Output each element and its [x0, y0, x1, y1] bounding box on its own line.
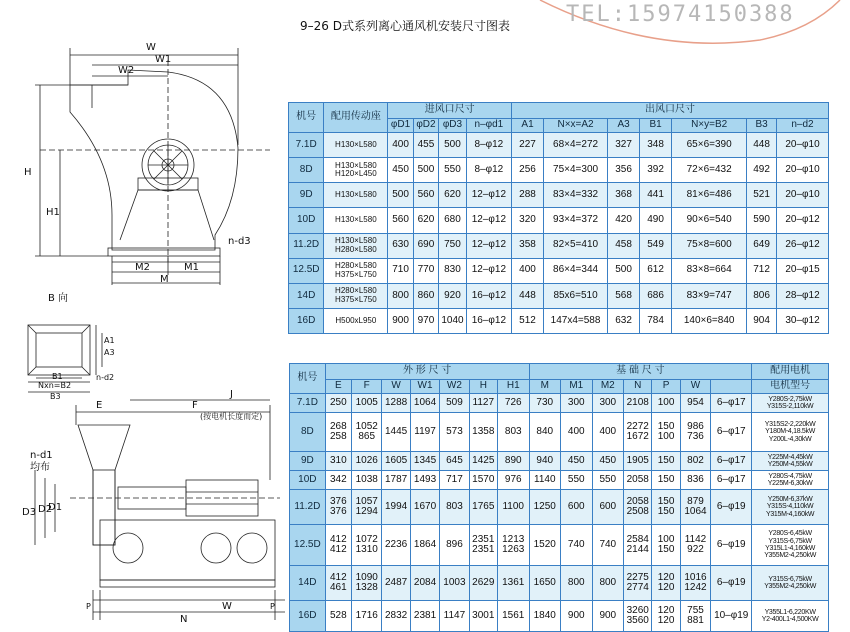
t1-value-cell: 86×4=344 — [544, 258, 608, 283]
dim-W2: W2 — [118, 65, 135, 76]
t2-h-outer: 外 形 尺 寸 — [325, 364, 529, 380]
t1-value-cell: 20–φ10 — [777, 183, 829, 208]
t2-W1-cell: 1493 — [410, 471, 439, 490]
t2-E-cell: 376 376 — [325, 490, 351, 525]
t1-value-cell: 860 — [413, 283, 438, 308]
t2-W2-cell: 573 — [440, 413, 469, 452]
t1-value-cell: 830 — [439, 258, 467, 283]
t2-F-cell: 1052 865 — [351, 413, 381, 452]
t2-M1-cell: 550 — [561, 471, 593, 490]
t1-value-cell: 16–φ12 — [466, 308, 511, 333]
t2-M2-cell: 800 — [592, 566, 624, 601]
dim-N: N — [180, 614, 188, 625]
t2-col: M — [529, 380, 561, 394]
t2-H1-cell: 1361 — [497, 566, 529, 601]
t1-value-cell: 320 — [512, 208, 544, 233]
dim-J: J — [230, 389, 233, 400]
t2-N-cell: 2108 — [624, 394, 652, 413]
t2-col: N — [624, 380, 652, 394]
t2-H-cell: 1570 — [469, 471, 497, 490]
t1-value-cell: 26–φ12 — [777, 233, 829, 258]
t2-col: H1 — [497, 380, 529, 394]
t2-motor-cell: Y280S-4,75kW Y225M-6,30kW — [752, 471, 829, 490]
t2-W-cell: 1288 — [382, 394, 410, 413]
dim-J-note: (按电机长度而定) — [200, 412, 263, 421]
t2-model-cell: 11.2D — [290, 490, 326, 525]
t2-W1-cell: 1197 — [410, 413, 439, 452]
t1-value-cell: 620 — [413, 208, 438, 233]
t2-col: M2 — [592, 380, 624, 394]
t1-value-cell: 82×5=410 — [544, 233, 608, 258]
t2-M1-cell: 300 — [561, 394, 593, 413]
dim-nd2: n-d2 — [96, 373, 115, 382]
t2-M1-cell: 800 — [561, 566, 593, 601]
t1-value-cell: 256 — [512, 158, 544, 183]
t1-model-cell: 7.1D — [289, 133, 324, 158]
b-view-label: B 向 — [48, 293, 69, 304]
t1-value-cell: 85x6=510 — [544, 283, 608, 308]
t1-value-cell: 512 — [512, 308, 544, 333]
t2-col: W2 — [440, 380, 469, 394]
t2-P-cell: 120 120 — [652, 601, 680, 632]
dim-E: E — [96, 400, 103, 411]
dim-B1: B1 — [52, 372, 63, 381]
t2-holes-cell: 6–φ17 — [711, 413, 752, 452]
t1-value-cell: 690 — [413, 233, 438, 258]
t2-E-cell: 342 — [325, 471, 351, 490]
t2-Wb-cell: 755 881 — [680, 601, 710, 632]
t2-M1-cell: 740 — [561, 525, 593, 566]
t1-value-cell: 1040 — [439, 308, 467, 333]
t1-value-cell: 630 — [388, 233, 413, 258]
t1-seat-cell: H130×L580 — [324, 133, 388, 158]
t1-value-cell: 455 — [413, 133, 438, 158]
t1-value-cell: 549 — [640, 233, 672, 258]
t2-W2-cell: 803 — [440, 490, 469, 525]
t2-h-motor1: 配用电机 — [752, 364, 829, 380]
t1-value-cell: 20–φ10 — [777, 158, 829, 183]
t2-col: W1 — [410, 380, 439, 394]
t2-holes-cell: 10–φ19 — [711, 601, 752, 632]
t1-value-cell: 81×6=486 — [672, 183, 747, 208]
t2-M-cell: 1140 — [529, 471, 561, 490]
t1-value-cell: 12–φ12 — [466, 183, 511, 208]
t2-H1-cell: 890 — [497, 452, 529, 471]
t1-h-inlet: 进风口尺寸 — [388, 103, 512, 119]
t1-value-cell: 500 — [413, 158, 438, 183]
t1-col: φD1 — [388, 119, 413, 133]
t1-model-cell: 10D — [289, 208, 324, 233]
t2-W1-cell: 1345 — [410, 452, 439, 471]
t2-H-cell: 1127 — [469, 394, 497, 413]
t2-M2-cell: 900 — [592, 601, 624, 632]
t2-F-cell: 1716 — [351, 601, 381, 632]
t2-E-cell: 528 — [325, 601, 351, 632]
t1-value-cell: 450 — [388, 158, 413, 183]
t2-N-cell: 2275 2774 — [624, 566, 652, 601]
t2-H-cell: 1425 — [469, 452, 497, 471]
t2-holes-cell: 6–φ19 — [711, 566, 752, 601]
t2-F-cell: 1038 — [351, 471, 381, 490]
t2-motor-cell: Y315S-6,75kW Y355M2-4,250kW — [752, 566, 829, 601]
t2-W2-cell: 1147 — [440, 601, 469, 632]
t2-P-cell: 100 150 — [652, 525, 680, 566]
t1-value-cell: 900 — [388, 308, 413, 333]
dim-Nxn: Nxn=B2 — [38, 381, 72, 390]
t2-W1-cell: 1064 — [410, 394, 439, 413]
t2-W2-cell: 645 — [440, 452, 469, 471]
t1-value-cell: 75×4=300 — [544, 158, 608, 183]
t1-h-seat: 配用传动座 — [324, 103, 388, 133]
t2-P-cell: 150 150 — [652, 490, 680, 525]
t2-P-cell: 150 — [652, 471, 680, 490]
dim-M1: M1 — [184, 262, 199, 273]
t2-H-cell: 3001 — [469, 601, 497, 632]
t2-F-cell: 1026 — [351, 452, 381, 471]
t1-value-cell: 20–φ15 — [777, 258, 829, 283]
t1-model-cell: 11.2D — [289, 233, 324, 258]
t1-value-cell: 392 — [640, 158, 672, 183]
t2-M-cell: 840 — [529, 413, 561, 452]
t2-P-cell: 100 — [652, 394, 680, 413]
t2-W2-cell: 509 — [440, 394, 469, 413]
t1-value-cell: 368 — [608, 183, 640, 208]
t2-M2-cell: 450 — [592, 452, 624, 471]
t1-value-cell: 8–φ12 — [466, 133, 511, 158]
t1-value-cell: 83×9=747 — [672, 283, 747, 308]
t2-W-cell: 2236 — [382, 525, 410, 566]
t2-holes-cell: 6–φ17 — [711, 471, 752, 490]
t2-M-cell: 1520 — [529, 525, 561, 566]
dim-D2: D2 — [38, 504, 53, 515]
t2-model-cell: 16D — [290, 601, 326, 632]
t2-M2-cell: 600 — [592, 490, 624, 525]
dim-H1: H1 — [46, 207, 60, 218]
t2-E-cell: 412 461 — [325, 566, 351, 601]
t2-M2-cell: 400 — [592, 413, 624, 452]
t1-value-cell: 20–φ10 — [777, 133, 829, 158]
t2-col: E — [325, 380, 351, 394]
t2-W-cell: 1787 — [382, 471, 410, 490]
t1-value-cell: 400 — [512, 258, 544, 283]
t1-model-cell: 16D — [289, 308, 324, 333]
t1-value-cell: 448 — [747, 133, 777, 158]
t2-H1-cell: 1213 1263 — [497, 525, 529, 566]
t1-value-cell: 93×4=372 — [544, 208, 608, 233]
t1-value-cell: 770 — [413, 258, 438, 283]
t1-value-cell: 448 — [512, 283, 544, 308]
t1-value-cell: 420 — [608, 208, 640, 233]
t1-seat-cell: H500xL950 — [324, 308, 388, 333]
t2-F-cell: 1090 1328 — [351, 566, 381, 601]
doc-title: 9–26 D式系列离心通风机安装尺寸图表 — [300, 19, 510, 33]
t2-N-cell: 3260 3560 — [624, 601, 652, 632]
t2-M1-cell: 400 — [561, 413, 593, 452]
t1-seat-cell: H130×L580 H280×L580 — [324, 233, 388, 258]
t2-H-cell: 1358 — [469, 413, 497, 452]
t1-seat-cell: H280×L580 H375×L750 — [324, 283, 388, 308]
t1-col: A1 — [512, 119, 544, 133]
dim-D3: D3 — [22, 507, 37, 518]
dim-W: W — [146, 42, 156, 53]
t1-value-cell: 550 — [439, 158, 467, 183]
t2-Wb-cell: 1016 1242 — [680, 566, 710, 601]
t2-E-cell: 310 — [325, 452, 351, 471]
t1-value-cell: 560 — [388, 208, 413, 233]
dimension-table — [289, 363, 829, 632]
t1-value-cell: 649 — [747, 233, 777, 258]
t2-H1-cell: 1100 — [497, 490, 529, 525]
t1-value-cell: 712 — [747, 258, 777, 283]
t1-value-cell: 400 — [388, 133, 413, 158]
t1-value-cell: 680 — [439, 208, 467, 233]
t2-M2-cell: 550 — [592, 471, 624, 490]
t1-value-cell: 500 — [388, 183, 413, 208]
t1-value-cell: 784 — [640, 308, 672, 333]
dim-W1: W1 — [155, 54, 172, 65]
t1-value-cell: 12–φ12 — [466, 233, 511, 258]
t1-value-cell: 904 — [747, 308, 777, 333]
t2-motor-cell: Y280S-6,45kW Y315S-6,75kW Y315L1-4,160kW Y355M2-4,250kW — [752, 525, 829, 566]
t1-value-cell: 72×6=432 — [672, 158, 747, 183]
t2-motor-cell: Y250M-6,37kW Y315S-4,110kW Y315M-4,160kW — [752, 490, 829, 525]
t2-W2-cell: 1003 — [440, 566, 469, 601]
t1-value-cell: 68×4=272 — [544, 133, 608, 158]
t1-value-cell: 28–φ12 — [777, 283, 829, 308]
t2-model-cell: 10D — [290, 471, 326, 490]
t2-h-model: 机号 — [290, 364, 326, 394]
t2-col: F — [351, 380, 381, 394]
t2-M-cell: 1840 — [529, 601, 561, 632]
dim-M2: M2 — [135, 262, 150, 273]
t2-holes-cell: 6–φ19 — [711, 490, 752, 525]
t2-model-cell: 7.1D — [290, 394, 326, 413]
t2-N-cell: 1905 — [624, 452, 652, 471]
t1-value-cell: 568 — [608, 283, 640, 308]
t2-Wb-cell: 836 — [680, 471, 710, 490]
t1-value-cell: 490 — [640, 208, 672, 233]
t2-Wb-cell: 986 736 — [680, 413, 710, 452]
t1-seat-cell: H130×L580 H120×L450 — [324, 158, 388, 183]
dim-P-left: P — [86, 602, 91, 611]
t2-W1-cell: 2084 — [410, 566, 439, 601]
t1-value-cell: 686 — [640, 283, 672, 308]
t2-H1-cell: 976 — [497, 471, 529, 490]
t1-value-cell: 441 — [640, 183, 672, 208]
inlet-outlet-table — [288, 102, 829, 334]
t2-h-motor2: 电机型号 — [752, 380, 829, 394]
t2-model-cell: 12.5D — [290, 525, 326, 566]
t1-h-model: 机号 — [289, 103, 324, 133]
t1-seat-cell: H280×L580 H375×L750 — [324, 258, 388, 283]
t1-value-cell: 83×8=664 — [672, 258, 747, 283]
t1-value-cell: 75×8=600 — [672, 233, 747, 258]
dim-even: 均布 — [30, 462, 50, 473]
t2-M-cell: 940 — [529, 452, 561, 471]
t2-N-cell: 2058 2508 — [624, 490, 652, 525]
dim-P-right: P — [270, 602, 275, 611]
t2-P-cell: 120 120 — [652, 566, 680, 601]
t1-value-cell: 612 — [640, 258, 672, 283]
t2-H-cell: 2629 — [469, 566, 497, 601]
t2-W1-cell: 1670 — [410, 490, 439, 525]
t2-Wb-cell: 879 1064 — [680, 490, 710, 525]
t1-value-cell: 288 — [512, 183, 544, 208]
t1-col: φD3 — [439, 119, 467, 133]
t2-M1-cell: 450 — [561, 452, 593, 471]
t1-model-cell: 9D — [289, 183, 324, 208]
t2-H-cell: 1765 — [469, 490, 497, 525]
t1-seat-cell: H130×L580 — [324, 183, 388, 208]
t2-W-cell: 2487 — [382, 566, 410, 601]
t2-col: H — [469, 380, 497, 394]
t2-col: W — [382, 380, 410, 394]
t1-value-cell: 492 — [747, 158, 777, 183]
t2-holes-cell: 6–φ17 — [711, 394, 752, 413]
t2-M1-cell: 900 — [561, 601, 593, 632]
t2-W-cell: 1445 — [382, 413, 410, 452]
t1-value-cell: 16–φ12 — [466, 283, 511, 308]
t1-seat-cell: H130×L580 — [324, 208, 388, 233]
t2-Wb-cell: 1142 922 — [680, 525, 710, 566]
t2-W-cell: 1994 — [382, 490, 410, 525]
t1-value-cell: 920 — [439, 283, 467, 308]
t2-col: P — [652, 380, 680, 394]
dim-F: F — [192, 400, 198, 411]
dim-D1: D1 — [48, 502, 63, 513]
t1-value-cell: 560 — [413, 183, 438, 208]
t1-value-cell: 327 — [608, 133, 640, 158]
t1-col: B1 — [640, 119, 672, 133]
t2-E-cell: 268 258 — [325, 413, 351, 452]
fan-drawing — [0, 0, 290, 627]
t2-Wb-cell: 954 — [680, 394, 710, 413]
t2-motor-cell: Y315S2-2,220kW Y180M-4,18.5kW Y200L-4,30kW — [752, 413, 829, 452]
t2-model-cell: 14D — [290, 566, 326, 601]
t1-value-cell: 500 — [608, 258, 640, 283]
t1-value-cell: 500 — [439, 133, 467, 158]
t2-W2-cell: 896 — [440, 525, 469, 566]
t2-E-cell: 412 412 — [325, 525, 351, 566]
t1-col: A3 — [608, 119, 640, 133]
t1-value-cell: 970 — [413, 308, 438, 333]
t1-value-cell: 620 — [439, 183, 467, 208]
dim-M: M — [160, 274, 169, 285]
t2-holes-cell: 6–φ17 — [711, 452, 752, 471]
t1-value-cell: 83×4=332 — [544, 183, 608, 208]
t1-value-cell: 30–φ12 — [777, 308, 829, 333]
t2-Wb-cell: 802 — [680, 452, 710, 471]
t1-value-cell: 140×6=840 — [672, 308, 747, 333]
t1-value-cell: 227 — [512, 133, 544, 158]
dim-H: H — [24, 167, 32, 178]
t1-value-cell: 65×6=390 — [672, 133, 747, 158]
t2-E-cell: 250 — [325, 394, 351, 413]
t1-value-cell: 20–φ12 — [777, 208, 829, 233]
t1-value-cell: 806 — [747, 283, 777, 308]
t2-col: M1 — [561, 380, 593, 394]
t1-h-outlet: 出风口尺寸 — [512, 103, 829, 119]
t2-F-cell: 1072 1310 — [351, 525, 381, 566]
t2-F-cell: 1005 — [351, 394, 381, 413]
t2-motor-cell: Y225M-4,45kW Y250M-4,55kW — [752, 452, 829, 471]
t1-value-cell: 348 — [640, 133, 672, 158]
t2-H-cell: 2351 2351 — [469, 525, 497, 566]
t1-value-cell: 521 — [747, 183, 777, 208]
t2-W1-cell: 1864 — [410, 525, 439, 566]
t1-value-cell: 590 — [747, 208, 777, 233]
t2-N-cell: 2058 — [624, 471, 652, 490]
t1-col: N×y=B2 — [672, 119, 747, 133]
t2-M2-cell: 740 — [592, 525, 624, 566]
t1-col: n–d2 — [777, 119, 829, 133]
t1-col: N×x=A2 — [544, 119, 608, 133]
t1-value-cell: 710 — [388, 258, 413, 283]
t1-col: n–φd1 — [466, 119, 511, 133]
t2-motor-cell: Y280S-2,75kW Y315S-2,110kW — [752, 394, 829, 413]
t1-value-cell: 12–φ12 — [466, 208, 511, 233]
t2-W-cell: 2832 — [382, 601, 410, 632]
dim-A3: A3 — [104, 348, 115, 357]
t2-M1-cell: 600 — [561, 490, 593, 525]
t2-W1-cell: 2381 — [410, 601, 439, 632]
t2-W2-cell: 717 — [440, 471, 469, 490]
t2-M-cell: 1250 — [529, 490, 561, 525]
t2-H1-cell: 803 — [497, 413, 529, 452]
t1-value-cell: 358 — [512, 233, 544, 258]
t2-M-cell: 1650 — [529, 566, 561, 601]
t2-H1-cell: 1561 — [497, 601, 529, 632]
t1-value-cell: 356 — [608, 158, 640, 183]
t1-value-cell: 458 — [608, 233, 640, 258]
dim-nd3: n-d3 — [228, 236, 251, 247]
t2-col: W — [680, 380, 710, 394]
t2-P-cell: 150 — [652, 452, 680, 471]
t2-N-cell: 2272 1672 — [624, 413, 652, 452]
t1-model-cell: 14D — [289, 283, 324, 308]
t2-model-cell: 9D — [290, 452, 326, 471]
t2-P-cell: 150 100 — [652, 413, 680, 452]
t2-motor-cell: Y355L1-6,220KW Y2-400L1-4,500KW — [752, 601, 829, 632]
t1-value-cell: 800 — [388, 283, 413, 308]
t1-value-cell: 12–φ12 — [466, 258, 511, 283]
t1-value-cell: 90×6=540 — [672, 208, 747, 233]
t2-M-cell: 730 — [529, 394, 561, 413]
dim-nd1: n-d1 — [30, 450, 53, 461]
t1-value-cell: 147x4=588 — [544, 308, 608, 333]
t2-h-base: 基 础 尺 寸 — [529, 364, 752, 380]
dim-A1: A1 — [104, 336, 115, 345]
t2-holes-cell: 6–φ19 — [711, 525, 752, 566]
dim-B3: B3 — [50, 392, 61, 401]
t1-col: φD2 — [413, 119, 438, 133]
t2-M2-cell: 300 — [592, 394, 624, 413]
t2-N-cell: 2584 2144 — [624, 525, 652, 566]
t2-H1-cell: 726 — [497, 394, 529, 413]
t1-col: B3 — [747, 119, 777, 133]
t2-model-cell: 8D — [290, 413, 326, 452]
t1-value-cell: 8–φ12 — [466, 158, 511, 183]
watermark-phone: TEL:15974150388 — [566, 2, 795, 27]
t1-model-cell: 12.5D — [289, 258, 324, 283]
t1-model-cell: 8D — [289, 158, 324, 183]
t1-value-cell: 750 — [439, 233, 467, 258]
t1-value-cell: 632 — [608, 308, 640, 333]
t2-F-cell: 1057 1294 — [351, 490, 381, 525]
dim-W-base: W — [222, 601, 232, 612]
t2-W-cell: 1605 — [382, 452, 410, 471]
